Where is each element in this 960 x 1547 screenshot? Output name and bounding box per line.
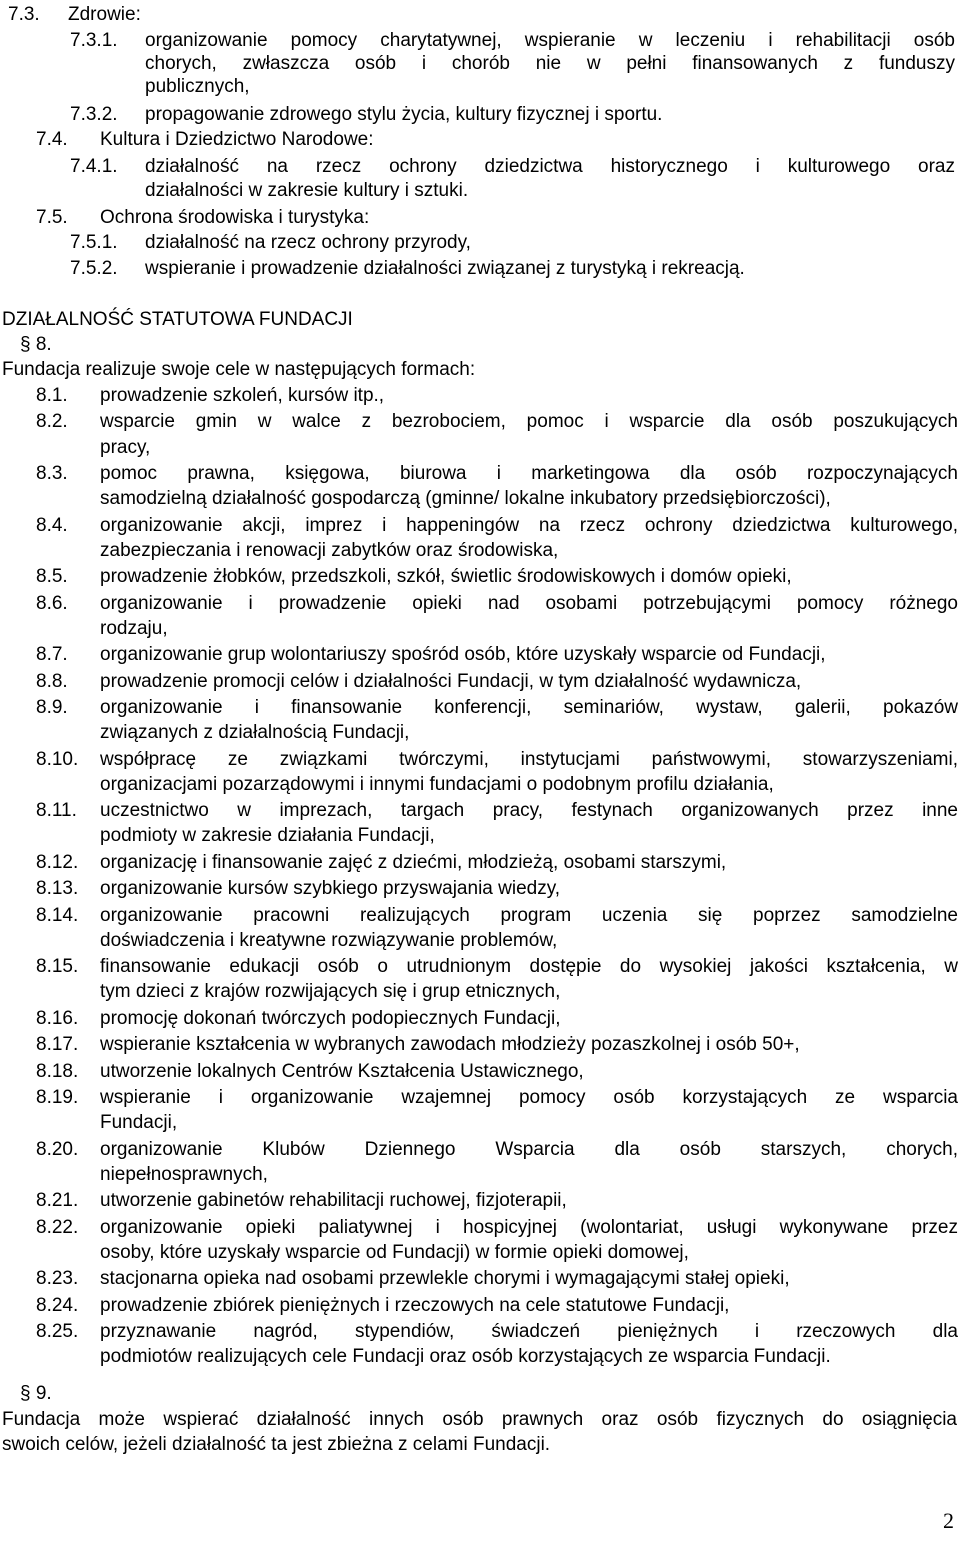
list-item-number: 8.25.: [36, 1321, 79, 1342]
list-item-text-line: organizowanie kursów szybkiego przyswajania wiedzy,: [100, 878, 561, 900]
list-item-text-line: uczestnictwo w imprezach, targach pracy, festynach organizowanych przez inne: [100, 800, 958, 822]
section-sign-icon: §: [20, 1383, 31, 1404]
list-item-number: 8.8.: [36, 670, 68, 692]
list-item-text-line: prowadzenie żłobków, przedszkoli, szkół, świetlic środowiskowych i domów opieki,: [100, 566, 792, 588]
list-item-text-line: rodzaju,: [100, 617, 168, 639]
section-title: Ochrona środowiska i turystyka:: [100, 207, 370, 228]
list-item-text-line: przyznawanie nagród, stypendiów, świadczeń pieniężnych i rzeczowych dla: [100, 1321, 958, 1342]
list-item-text-line: organizowanie opieki paliatywnej i hospicyjnej (wolontariat, usługi wykonywane przez: [100, 1216, 958, 1238]
paragraph-9-text-line: swoich celów, jeżeli działalność ta jest zbieżna z celami Fundacji.: [2, 1434, 551, 1455]
item-number: 7.5.2.: [70, 258, 118, 279]
item-number: 7.5.1.: [70, 232, 118, 253]
list-item-text-line: organizowanie i prowadzenie opieki nad osobami potrzebującymi pomocy różnego: [100, 592, 958, 614]
list-item-number: 8.9.: [36, 697, 68, 718]
list-item-number: 8.7.: [36, 644, 68, 666]
page-number: 2: [943, 1508, 954, 1533]
list-item-text-line: tym dzieci z krajów rozwijających się i grup etnicznych,: [100, 981, 561, 1003]
section-number: 7.3.: [8, 4, 40, 25]
list-item-text-line: organizacjami pozarządowymi i innymi fundacjami o podobnym profilu działania,: [100, 773, 774, 795]
list-item-number: 8.11.: [36, 800, 77, 822]
list-item-text-line: Fundacji,: [100, 1112, 178, 1134]
list-item-text-line: organizowanie akcji, imprez i happeningów na rzecz ochrony dziedzictwa kulturowego,: [100, 514, 958, 536]
list-item-number: 8.6.: [36, 592, 68, 614]
item-text-line: działalności w zakresie kultury i sztuki.: [145, 180, 469, 201]
list-item-text-line: utworzenie lokalnych Centrów Kształcenia Ustawicznego,: [100, 1060, 584, 1082]
list-item-text-line: zabezpieczania i renowacji zabytków oraz środowiska,: [100, 539, 559, 561]
list-item-number: 8.17.: [36, 1034, 79, 1056]
list-item-number: 8.10.: [36, 748, 79, 770]
list-item-text-line: prowadzenie szkoleń, kursów itp.,: [100, 385, 385, 406]
section-7-3-heading: [8, 4, 141, 26]
list-item-number: 8.21.: [36, 1190, 79, 1212]
list-item-text-line: podmioty w zakresie działania Fundacji,: [100, 825, 435, 847]
list-item-number: 8.22.: [36, 1216, 79, 1238]
list-item-text-line: prowadzenie zbiórek pieniężnych i rzeczowych na cele statutowe Fundacji,: [100, 1294, 730, 1316]
item-number: 7.3.1.: [70, 30, 118, 51]
paragraph-number: 8.: [35, 334, 52, 355]
item-text: wspieranie i prowadzenie działalności związanej z turystyką i rekreacją.: [145, 258, 745, 279]
section-number: 7.5.: [36, 207, 68, 228]
list-item-text-line: utworzenie gabinetów rehabilitacji ruchowej, fizjoterapii,: [100, 1190, 567, 1212]
list-item-number: 8.1.: [36, 385, 68, 406]
item-number: 7.3.2.: [70, 104, 118, 125]
paragraph-9-heading: [20, 1383, 52, 1405]
list-item-text-line: osoby, które uzyskały wsparcie od Fundacji) w formie opieki domowej,: [100, 1241, 689, 1263]
list-item-text-line: organizację i finansowanie zajęć z dziećmi, młodzieżą, osobami starszymi,: [100, 851, 727, 873]
list-item-number: 8.4.: [36, 514, 68, 536]
list-item-number: 8.15.: [36, 956, 79, 978]
list-item-text-line: promocję dokonań twórczych podopiecznych Fundacji,: [100, 1007, 561, 1029]
list-item-text-line: wspieranie kształcenia w wybranych zawodach młodzieży pozaszkolnej i osób 50+,: [100, 1034, 800, 1056]
list-item-number: 8.19.: [36, 1087, 79, 1108]
list-item-text-line: wspieranie i organizowanie wzajemnej pomocy osób korzystających ze wsparcia: [100, 1087, 958, 1108]
paragraph-number: 9.: [35, 1383, 52, 1404]
list-item-text-line: podmiotów realizujących cele Fundacji oraz osób korzystających ze wsparcia Fundacji.: [100, 1346, 831, 1368]
list-item-number: 8.13.: [36, 878, 79, 900]
list-item-number: 8.23.: [36, 1268, 79, 1290]
section-title: Zdrowie:: [68, 4, 141, 25]
paragraph-8-intro: Fundacja realizuje swoje cele w następujących formach:: [2, 359, 476, 380]
list-item-text-line: stacjonarna opieka nad osobami przewlekle chorymi i wymagającymi stałej opieki,: [100, 1268, 790, 1290]
list-item-text-line: pracy,: [100, 436, 151, 458]
paragraph-9-text-line: Fundacja może wspierać działalność innych osób prawnych oraz osób fizycznych do osiągnięcia: [2, 1409, 957, 1430]
list-item-text-line: organizowanie grup wolontariuszy spośród osób, które uzyskały wsparcie od Fundacji,: [100, 644, 826, 666]
list-item-number: 8.5.: [36, 566, 68, 588]
list-item-text-line: związanych z działalnością Fundacji,: [100, 722, 410, 744]
item-text-line: działalność na rzecz ochrony dziedzictwa historycznego i kulturowego oraz: [145, 156, 955, 177]
list-item-text-line: prowadzenie promocji celów i działalności Fundacji, w tym działalność wydawnicza,: [100, 670, 802, 692]
list-item-text-line: organizowanie Klubów Dziennego Wsparcia dla osób starszych, chorych,: [100, 1138, 958, 1160]
statute-heading: DZIAŁALNOŚĆ STATUTOWA FUNDACJI: [2, 309, 353, 330]
list-item-text-line: organizowanie i finansowanie konferencji, seminariów, wystaw, galerii, pokazów: [100, 697, 958, 718]
item-text-line: organizowanie pomocy charytatywnej, wspieranie w leczeniu i rehabilitacji osób: [145, 30, 955, 51]
list-item-number: 8.12.: [36, 851, 79, 873]
list-item-number: 8.24.: [36, 1294, 79, 1316]
item-text-line: publicznych,: [145, 76, 250, 97]
list-item-number: 8.20.: [36, 1138, 79, 1160]
list-item-number: 8.2.: [36, 411, 68, 433]
list-item-text-line: organizowanie pracowni realizujących program uczenia się poprzez samodzielne: [100, 904, 958, 926]
list-item-text-line: wsparcie gmin w walce z bezrobociem, pomoc i wsparcie dla osób poszukujących: [100, 411, 958, 433]
item-text-line: chorych, zwłaszcza osób i chorób nie w pełni finansowanych z funduszy: [145, 53, 955, 74]
list-item-number: 8.14.: [36, 904, 79, 926]
section-sign-icon: §: [20, 334, 31, 355]
paragraph-8-heading: [20, 334, 52, 356]
section-title: Kultura i Dziedzictwo Narodowe:: [100, 129, 374, 150]
list-item-text-line: finansowanie edukacji osób o utrudnionym dostępie do wysokiej jakości kształcenia, w: [100, 956, 958, 978]
list-item-text-line: współpracę ze związkami twórczymi, instytucjami państwowymi, stowarzyszeniami,: [100, 748, 958, 770]
list-item-text-line: niepełnosprawnych,: [100, 1163, 268, 1185]
list-item-text-line: pomoc prawna, księgowa, biurowa i marketingowa dla osób rozpoczynających: [100, 463, 958, 484]
list-item-number: 8.18.: [36, 1060, 79, 1082]
item-number: 7.4.1.: [70, 156, 118, 177]
list-item-number: 8.3.: [36, 463, 68, 484]
list-item-number: 8.16.: [36, 1007, 79, 1029]
item-text: propagowanie zdrowego stylu życia, kultury fizycznej i sportu.: [145, 104, 663, 125]
list-item-text-line: samodzielną działalność gospodarczą (gminne/ lokalne inkubatory przedsiębiorczości),: [100, 488, 831, 510]
section-number: 7.4.: [36, 129, 68, 150]
item-text: działalność na rzecz ochrony przyrody,: [145, 232, 471, 253]
list-item-text-line: doświadczenia i kreatywne rozwiązywanie problemów,: [100, 929, 558, 951]
